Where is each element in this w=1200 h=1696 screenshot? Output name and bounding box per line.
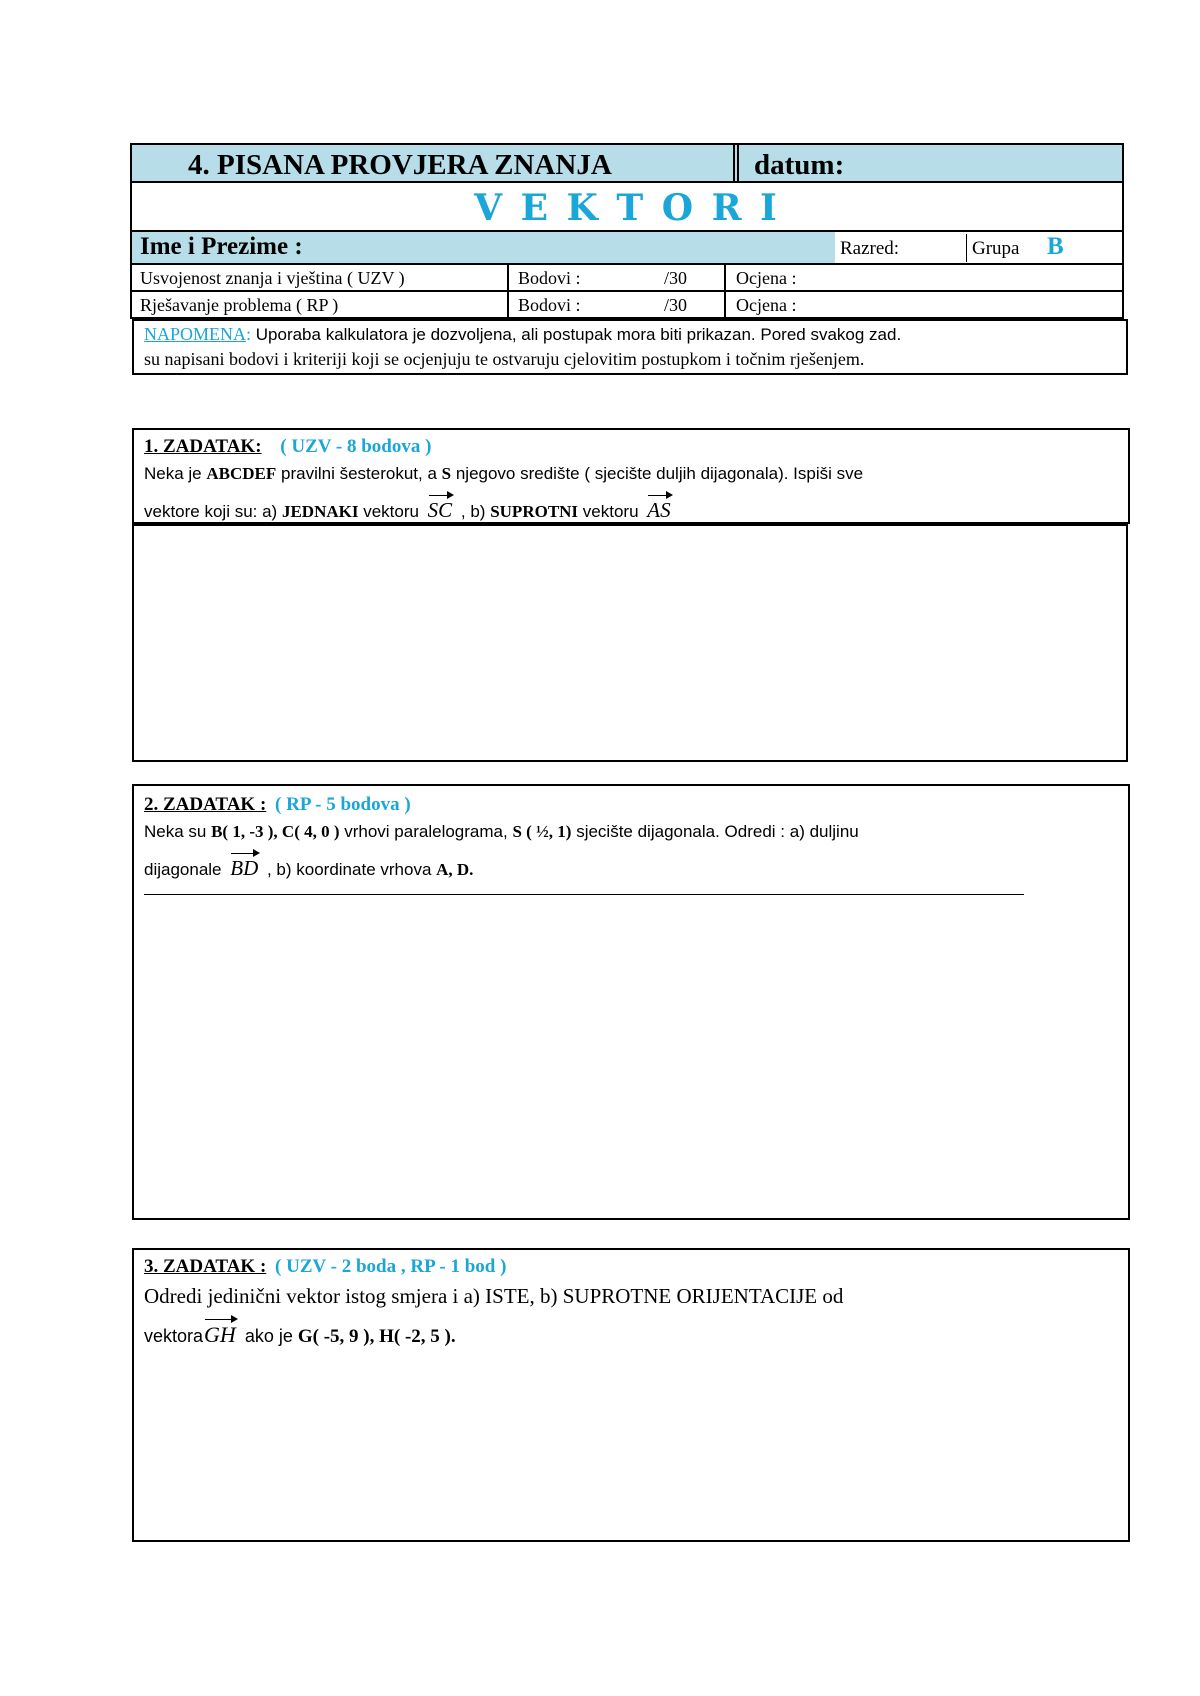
vector-bd: BD [230,856,259,880]
uzv-grade-label: Ocjena : [736,268,797,288]
name-row [130,232,1124,265]
rp-label: Rješavanje problema ( RP ) [140,295,339,315]
note-line2: su napisani bodovi i kriteriji koji se ocjenjuju te ostvaruju cjelovitim postupkom i točnim rješenjem. [144,349,865,369]
task1-points: ( UZV - 8 bodova ) [280,436,432,457]
task1-text: vektoru [358,502,424,521]
task1-text: vektore koji su: a) [144,502,282,521]
task1-keyword: JEDNAKI [281,502,359,521]
point-s: S ( ½, 1) [512,822,572,841]
task2-text: vrhovi paralelograma, [339,822,513,841]
exam-title: 4. PISANA PROVJERA ZNANJA [188,149,612,181]
group-value: B [1047,233,1064,260]
cell-divider [507,292,509,317]
task1-text: vektoru [578,502,644,521]
note-line1: Uporaba kalkulatora je dozvoljena, ali postupak mora biti prikazan. Pored svakog zad. [251,325,902,344]
hexagon-name: ABCDEF [206,464,277,483]
rp-points-label: Bodovi : [518,295,581,315]
score-row-rp [130,292,1124,319]
title-row [130,143,1124,183]
center-name: S [441,464,452,483]
vertices-ad: A, D. [436,860,474,879]
task2-box [132,784,1130,1220]
name-label: Ime i Prezime : [140,233,303,260]
task3-box [132,1248,1130,1542]
subject-row [130,183,1124,232]
task1-header-box [132,428,1130,524]
date-divider [733,145,739,183]
vector-sc: SC [427,498,453,522]
task1-answer-area[interactable] [132,524,1128,762]
task2-points: ( RP - 5 bodova ) [275,794,411,815]
rp-grade-label: Ocjena : [736,295,797,315]
points-bc: B( 1, -3 ), C( 4, 0 ) [211,822,340,841]
class-label: Razred: [840,238,900,259]
task1-text: pravilni šesterokut, a [276,464,442,483]
task3-line1: Odredi jedinični vektor istog smjera i a) ISTE, b) SUPROTNE ORIJENTACIJE od [144,1284,844,1308]
task3-points: ( UZV - 2 boda , RP - 1 bod ) [275,1256,507,1277]
vector-gh: GH [204,1322,236,1347]
date-label: datum: [754,149,845,181]
cell-divider [724,292,726,317]
task1-text: Neka je [144,464,207,483]
task2-text: sjecište dijagonala. Odredi : a) duljinu [571,822,859,841]
task2-text: dijagonale [144,860,227,879]
vector-as: AS [647,498,671,522]
task1-text: , b) [456,502,491,521]
name-cell[interactable] [132,232,835,263]
cell-divider [507,265,509,290]
rp-points-max: /30 [664,295,688,315]
score-row-uzv [130,265,1124,292]
note-keyword: NAPOMENA [144,324,247,344]
uzv-points-label: Bodovi : [518,268,581,288]
note-colon: : [246,324,252,344]
uzv-points-max: /30 [664,268,688,288]
group-label: Grupa [972,238,1020,259]
task3-text: vektora [144,1326,204,1346]
uzv-label: Usvojenost znanja i vještina ( UZV ) [140,268,405,288]
task1-keyword: SUPROTNI [490,502,579,521]
task2-text: , b) koordinate vrhova [262,860,437,879]
group-divider [966,234,967,262]
note-box [132,319,1128,375]
task3-text: ako je [239,1326,298,1346]
cell-divider [724,265,726,290]
task1-title: 1. ZADATAK: [144,436,262,457]
points-gh: G( -5, 9 ), H( -2, 5 ). [297,1326,456,1347]
task2-divider [144,894,1024,895]
task2-text: Neka su [144,822,212,841]
task2-title: 2. ZADATAK : [144,794,267,815]
subject-title: V E K T O R I [474,187,780,229]
task3-title: 3. ZADATAK : [144,1256,267,1277]
task1-text: njegovo središte ( sjecište duljih dijagonala). Ispiši sve [451,464,864,483]
